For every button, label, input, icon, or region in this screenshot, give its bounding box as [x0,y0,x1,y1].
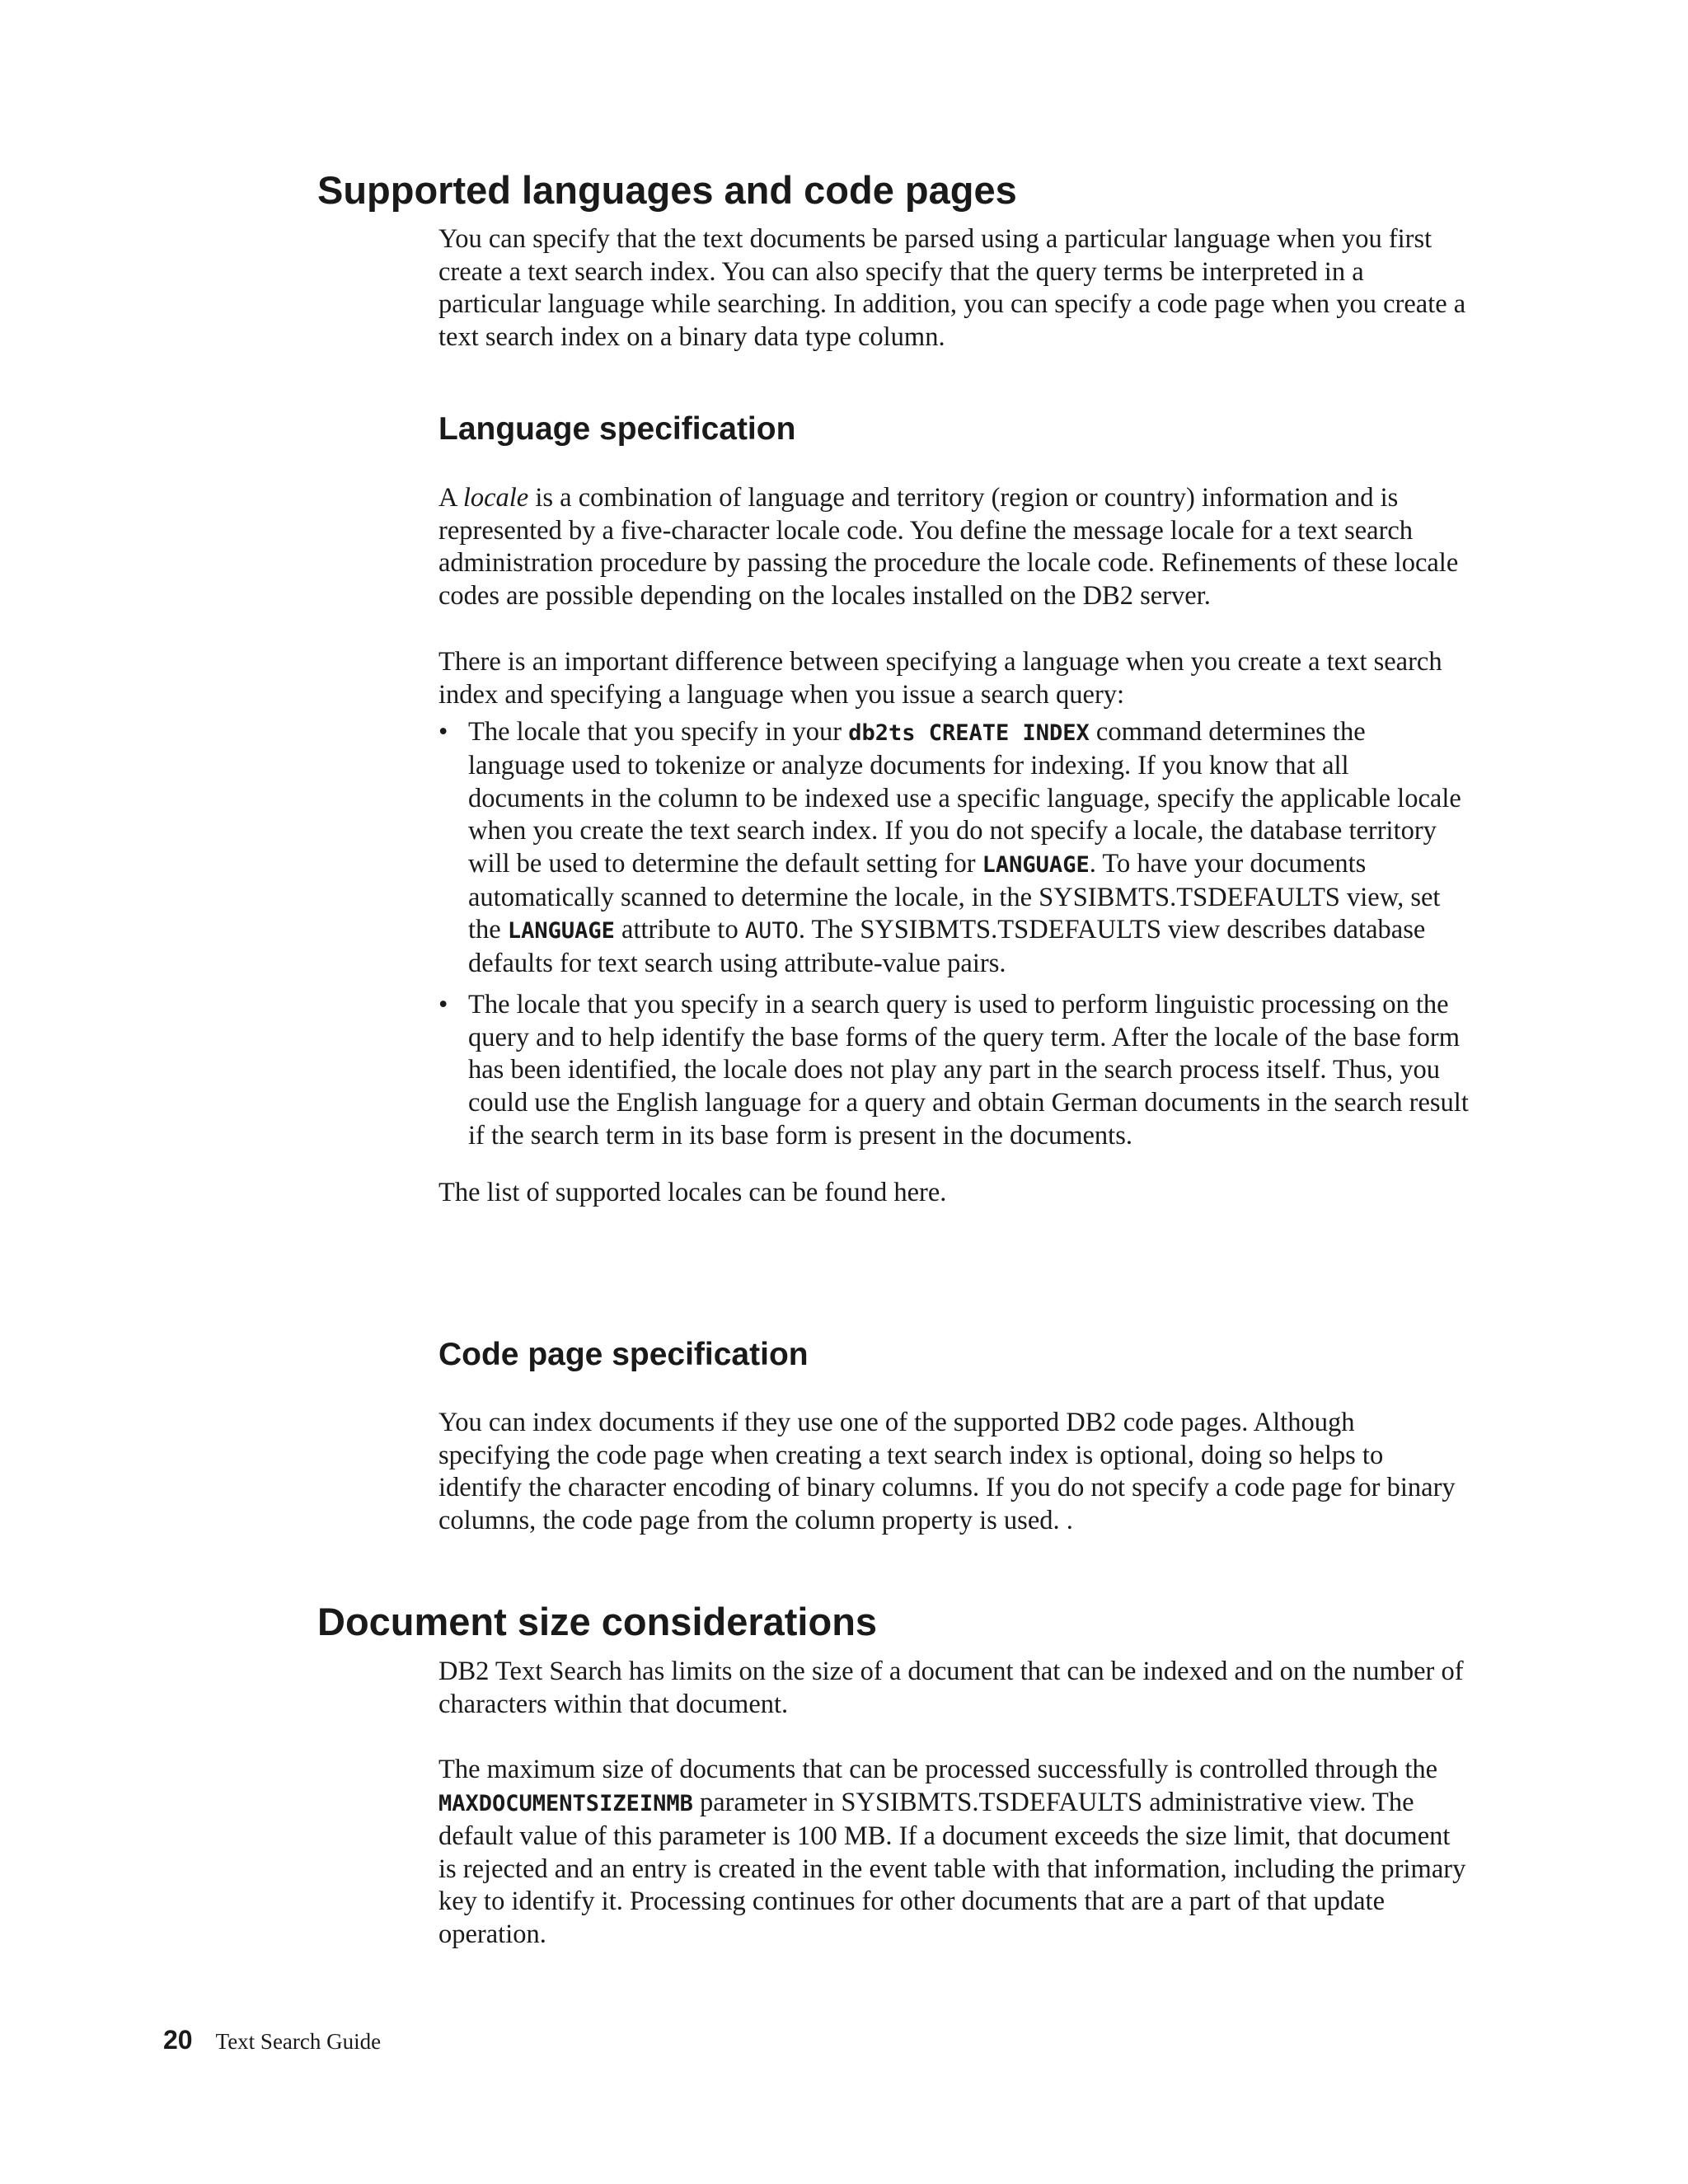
difference-paragraph: There is an important difference between specifying a language when you create a text search index and specifying a language when you issue a search query: [438,646,1442,710]
locale-term: locale [462,483,529,513]
language-spec-content [438,482,1469,1210]
maxdocumentsizeinmb-param: MAXDOCUMENTSIZEINMB [438,1791,693,1817]
bullet-marker: • [438,717,448,748]
page-number: 20 [163,2025,193,2055]
section-intro-paragraph [438,223,1469,354]
list-item: • The locale that you specify in a search query is used to perform linguistic processing on the query and to help identify the base forms of the query term. After the locale of the base form has been identified, the locale does not play any part in the search process itself. Thus, you could use the English language for a query and obtain German documents in the search result if the search term in its base form is present in the documents. [438,989,1469,1151]
document-size-content [438,1656,1469,1952]
subheading-code-page-specification: Code page specification [438,1337,809,1372]
language-bullet-list [438,716,1469,1152]
locale-paragraph: A locale is a combination of language and territory (region or country) information and is represented by a five-character locale code. You define the message locale for a text search administration procedure by passing the procedure the locale code. Refinements of these locale codes are possible depending on the locales installed on the DB2 server. [438,483,1459,612]
book-title: Text Search Guide [215,2029,382,2054]
section-title-document-size: Document size considerations [317,1600,878,1643]
size-limits-paragraph: DB2 Text Search has limits on the size of a document that can be indexed and on the number of characters within that document. [438,1657,1464,1719]
auto-value: AUTO [744,918,799,944]
page-footer [163,2023,381,2058]
subheading-language-specification: Language specification [438,411,796,447]
code-page-content [438,1407,1469,1538]
max-size-paragraph: The maximum size of documents that can be processed successfully is controlled through the MAXDOCUMENTSIZEINMB parameter in SYSIBMTS.TSDEFAULTS administrative view. The default value of this parameter is 100 MB. If a document exceeds the size limit, that document is rejected and an entry is created in the event table with that information, including the primary key to identify it. Processing continues for other documents that are a part of that update operation. [438,1755,1466,1949]
list-item: • The locale that you specify in your db2ts CREATE INDEX command determines the language used to tokenize or analyze documents for indexing. If you know that all documents in the column to be indexed use a specific language, specify the applicable locale when you create the text search index. If you do not specify a locale, the database territory will be used to determine the default setting for LANGUAGE. To have your documents automatically scanned to determine the locale, in the SYSIBMTS.TSDEFAULTS view, set the LANGUAGE attribute to AUTO. The SYSIBMTS.TSDEFAULTS view describes database defaults for text search using attribute-value pairs. [438,717,1461,979]
language-keyword: LANGUAGE [507,918,615,944]
section-title-supported-languages: Supported languages and code pages [317,168,1017,212]
intro-text: You can specify that the text documents be parsed using a particular language when you first create a text search index. You can also specify that the query terms be interpreted in a particular language while searching. In addition, you can specify a code page when you create a text search index on a binary data type column. [438,224,1466,353]
supported-locales-paragraph: The list of supported locales can be found here. [438,1178,947,1208]
code-page-paragraph: You can index documents if they use one of the supported DB2 code pages. Although specifying the code page when creating a text search index is optional, doing so helps to identify the character encoding of binary columns. If you do not specify a code page for binary columns, the code page from the column property is used. . [438,1408,1456,1536]
language-keyword: LANGUAGE [982,852,1090,879]
create-index-command: db2ts CREATE INDEX [848,720,1090,747]
bullet-marker: • [438,989,448,1019]
